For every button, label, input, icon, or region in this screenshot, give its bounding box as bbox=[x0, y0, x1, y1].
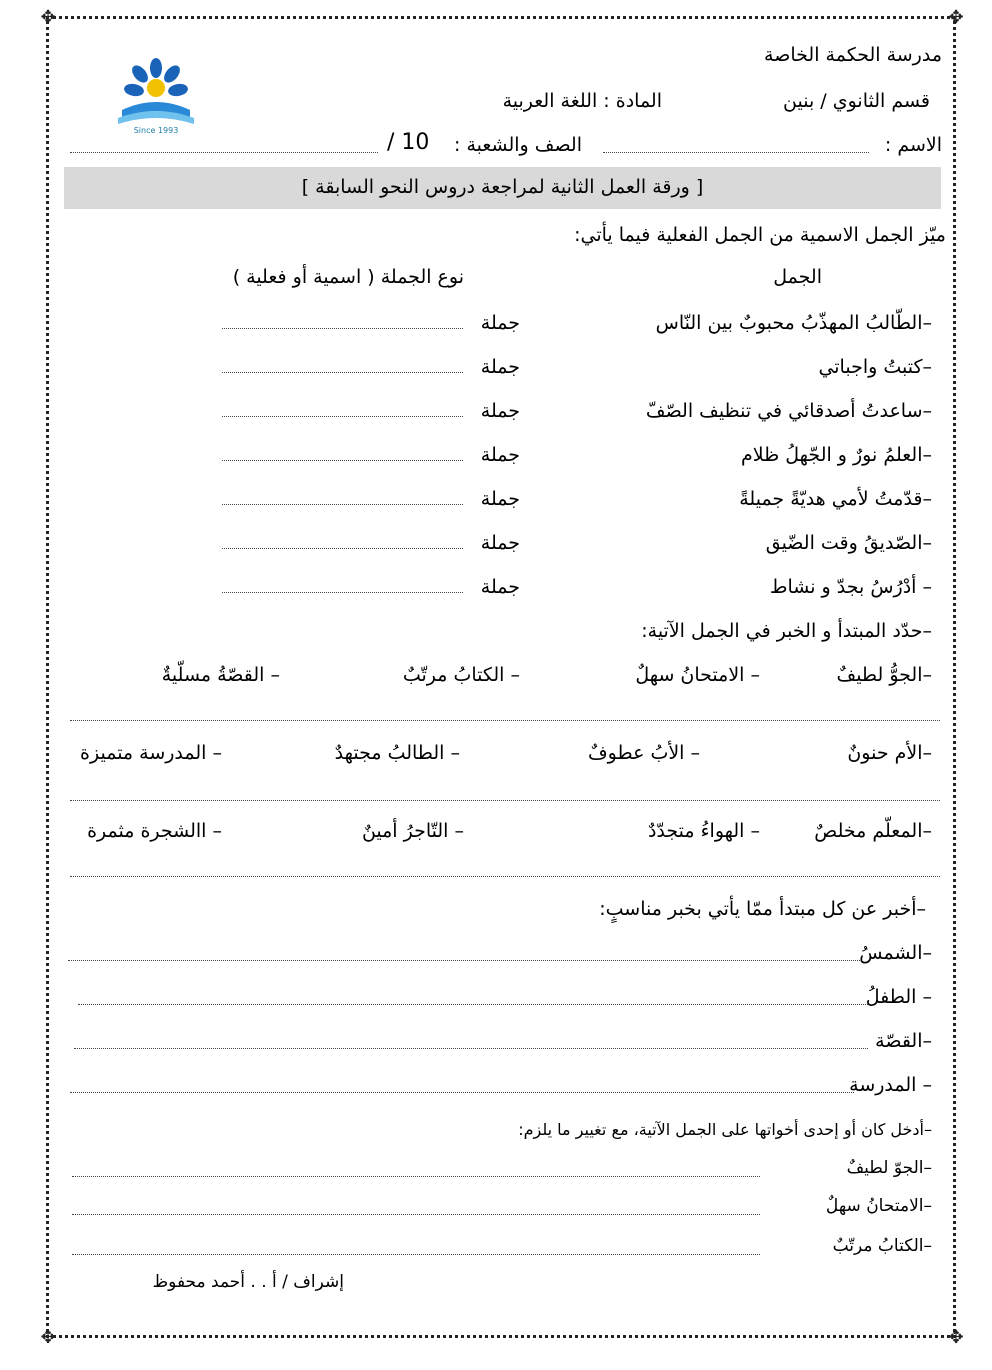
q1-answer-prefix: جملة bbox=[480, 400, 520, 422]
q1-answer-prefix: جملة bbox=[480, 576, 520, 598]
q2-item: – االشجرة مثمرة bbox=[87, 820, 222, 842]
class-value: 10 / bbox=[387, 130, 430, 155]
q3-item: – المدرسة bbox=[849, 1074, 932, 1096]
q1-answer-field[interactable] bbox=[222, 504, 463, 505]
q2-item: – القصّةُ مسلّيةٌ bbox=[161, 664, 280, 686]
corner-ornament: ✥ bbox=[40, 7, 56, 28]
q3-item: –الشمسُ bbox=[859, 942, 932, 964]
corner-ornament: ✥ bbox=[948, 7, 964, 28]
q1-answer-prefix: جملة bbox=[480, 444, 520, 466]
q2-instruction: –حدّد المبتدأ و الخبر في الجمل الآتية: bbox=[641, 620, 932, 642]
q4-answer-line[interactable] bbox=[72, 1214, 760, 1215]
q2-item: – الطالبُ مجتهدٌ bbox=[334, 742, 460, 764]
supervisor-signature: إشراف / أ . . أحمد محفوظ bbox=[152, 1272, 344, 1292]
col-type: نوع الجملة ( اسمية أو فعلية ) bbox=[232, 266, 464, 288]
q1-answer-field[interactable] bbox=[222, 416, 463, 417]
q2-item: –الأم حنونٌ bbox=[847, 742, 932, 764]
q3-answer-line[interactable] bbox=[68, 960, 860, 961]
section-label: قسم الثانوي / بنين bbox=[783, 90, 930, 112]
class-field[interactable] bbox=[70, 152, 378, 153]
q1-answer-field[interactable] bbox=[222, 592, 463, 593]
q1-answer-prefix: جملة bbox=[480, 356, 520, 378]
q4-instruction: –أدخل كان أو إحدى أخواتها على الجمل الآتية، مع تغيير ما يلزم: bbox=[518, 1120, 932, 1139]
q1-answer-field[interactable] bbox=[222, 460, 463, 461]
q1-sentence: –الطّالبُ المهذّبُ محبوبٌ بين النّاس bbox=[655, 312, 932, 334]
q1-sentence: –العلمُ نورٌ و الجّهلُ ظلام bbox=[741, 444, 932, 466]
corner-ornament: ✥ bbox=[948, 1327, 964, 1348]
q4-answer-line[interactable] bbox=[72, 1254, 760, 1255]
q2-item: – التّاجرُ أمينٌ bbox=[361, 820, 464, 842]
q1-sentence: – أدْرُسُ بجدّ و نشاط bbox=[769, 576, 932, 598]
q2-answer-line[interactable] bbox=[70, 800, 940, 801]
q1-answer-prefix: جملة bbox=[480, 532, 520, 554]
q3-answer-line[interactable] bbox=[78, 1004, 868, 1005]
worksheet-title: [ ورقة العمل الثانية لمراجعة دروس النحو السابقة ] bbox=[301, 176, 704, 198]
q1-sentence: –ساعدتُ أصدقائي في تنظيف الصّفّ bbox=[645, 400, 932, 422]
name-field[interactable] bbox=[603, 152, 869, 153]
q1-sentence: –قدّمتُ لأمي هديّةً جميلةً bbox=[739, 488, 932, 510]
q1-answer-prefix: جملة bbox=[480, 488, 520, 510]
q1-sentence: –كتبتُ واجباتي bbox=[818, 356, 932, 378]
name-label: الاسم : bbox=[884, 134, 942, 156]
q3-answer-line[interactable] bbox=[74, 1048, 868, 1049]
q2-item: – الهواءُ متجدّدٌ bbox=[647, 820, 760, 842]
subject-label: المادة : اللغة العربية bbox=[502, 90, 662, 112]
q2-item: – الكتابُ مرتّبٌ bbox=[402, 664, 520, 686]
q4-item: –الامتحانُ سهلٌ bbox=[825, 1196, 932, 1216]
q1-answer-field[interactable] bbox=[222, 328, 463, 329]
class-label: الصف والشعبة : bbox=[454, 134, 582, 156]
q1-answer-prefix: جملة bbox=[480, 312, 520, 334]
q1-instruction: ميّز الجمل الاسمية من الجمل الفعلية فيما يأتي: bbox=[574, 224, 946, 246]
q2-answer-line[interactable] bbox=[70, 876, 940, 877]
q2-item: – الامتحانُ سهلٌ bbox=[635, 664, 760, 686]
q3-instruction: –أخبر عن كل مبتدأ ممّا يأتي بخبر مناسبٍ: bbox=[599, 898, 926, 920]
col-sentences: الجمل bbox=[773, 266, 822, 288]
school-name: مدرسة الحكمة الخاصة bbox=[764, 44, 942, 66]
q2-item: –الجوُّ لطيفٌ bbox=[836, 664, 932, 686]
q4-item: –الكتابُ مرتّبٌ bbox=[832, 1236, 932, 1256]
q2-item: – المدرسة متميزة bbox=[80, 742, 222, 764]
logo-caption: Since 1993 bbox=[133, 126, 179, 135]
q1-answer-field[interactable] bbox=[222, 372, 463, 373]
q2-item: – الأبُ عطوفٌ bbox=[587, 742, 700, 764]
q3-answer-line[interactable] bbox=[70, 1092, 854, 1093]
corner-ornament: ✥ bbox=[40, 1327, 56, 1348]
q1-sentence: –الصّديقُ وقت الضّيق bbox=[765, 532, 932, 554]
q2-answer-line[interactable] bbox=[70, 720, 940, 721]
q4-item: –الجوّ لطيفٌ bbox=[846, 1158, 932, 1178]
q3-item: – الطفلُ bbox=[865, 986, 932, 1008]
q1-answer-field[interactable] bbox=[222, 548, 463, 549]
q3-item: –القصّة bbox=[875, 1030, 932, 1052]
q4-answer-line[interactable] bbox=[72, 1176, 760, 1177]
q2-item: –المعلّم مخلصٌ bbox=[814, 820, 932, 842]
